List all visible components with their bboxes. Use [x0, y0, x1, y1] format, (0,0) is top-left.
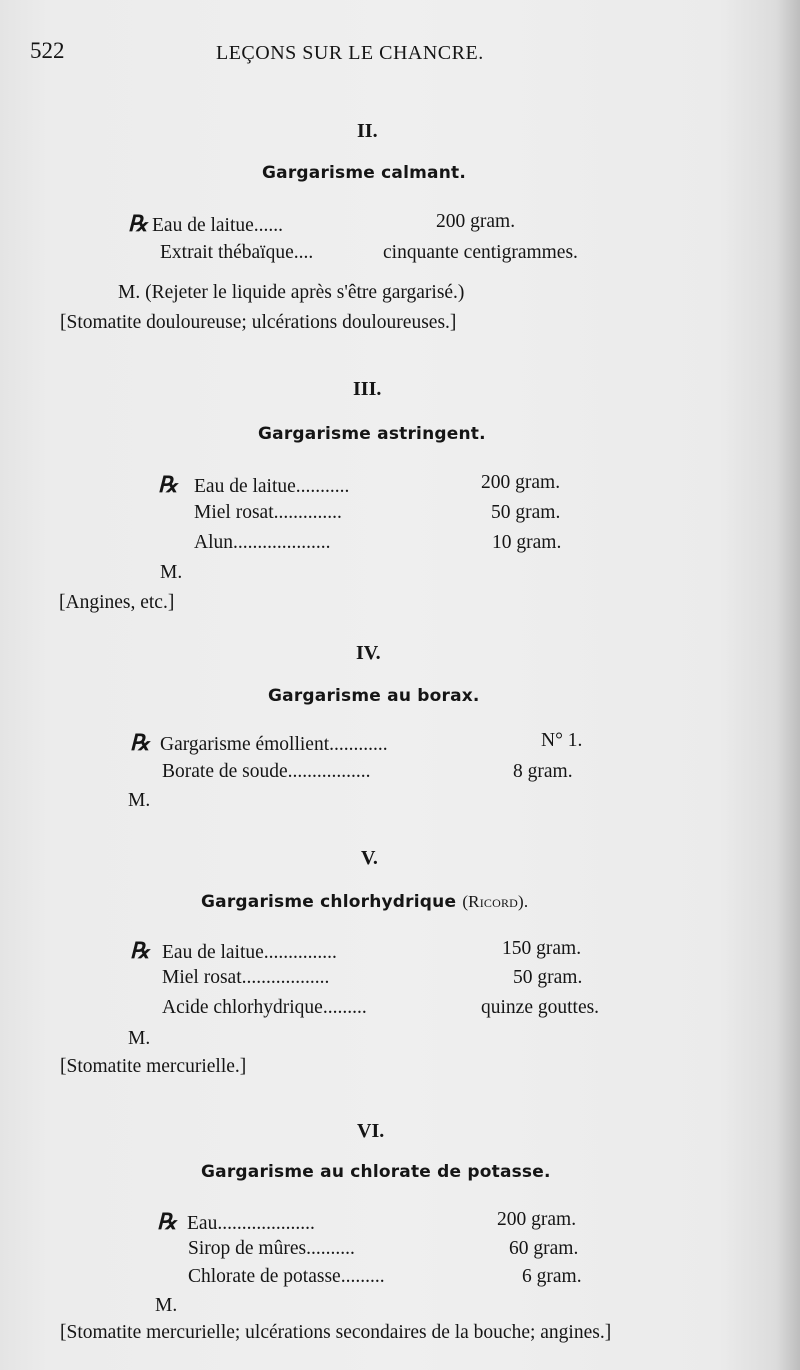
ingredient-quantity: cinquante centigrammes. — [383, 242, 578, 263]
ingredient-name: Eau de laitue............... — [162, 942, 337, 963]
ingredient-line — [130, 730, 388, 756]
ingredient-quantity: 200 gram. — [436, 211, 516, 232]
mix-instruction: M. — [128, 1028, 151, 1049]
ingredient-quantity: N° 1. — [541, 730, 583, 751]
ingredient-quantity: 6 gram. — [522, 1266, 582, 1287]
prescription-symbol-icon: ℞ — [128, 211, 148, 236]
indication-note: [Stomatite douloureuse; ulcérations douloureuses.] — [60, 312, 457, 333]
ingredient-name: Chlorate de potasse......... — [188, 1266, 385, 1287]
ingredient-quantity: 10 gram. — [492, 532, 562, 553]
ingredient-name: Eau.................... — [187, 1213, 315, 1234]
section-title: Gargarisme au borax. — [268, 686, 480, 706]
ingredient-name: Acide chlorhydrique......... — [162, 997, 367, 1018]
mix-instruction: M. — [128, 790, 151, 811]
title-attribution: (Ricord). — [462, 892, 529, 911]
section-numeral: IV. — [356, 642, 381, 664]
ingredient-quantity: 50 gram. — [491, 502, 561, 523]
mix-instruction: M. (Rejeter le liquide après s'être gargarisé.) — [118, 282, 465, 303]
section-title: Gargarisme astringent. — [258, 424, 486, 444]
section-title — [201, 892, 528, 912]
ingredient-name: Miel rosat.................. — [162, 967, 330, 988]
prescription-symbol-icon: ℞ — [130, 730, 150, 755]
prescription-symbol-icon: ℞ — [157, 1209, 177, 1234]
ingredient-name: Sirop de mûres.......... — [188, 1238, 355, 1259]
indication-note: [Stomatite mercurielle.] — [60, 1056, 247, 1077]
ingredient-name: Eau de laitue...... — [152, 215, 284, 236]
section-title-text: Gargarisme chlorhydrique — [201, 892, 457, 912]
indication-note: [Angines, etc.] — [59, 592, 175, 613]
ingredient-line — [157, 1209, 315, 1235]
ingredient-quantity: 8 gram. — [513, 761, 573, 782]
section-numeral: III. — [353, 378, 382, 400]
ingredient-quantity: 200 gram. — [481, 472, 561, 493]
section-numeral: VI. — [357, 1120, 385, 1142]
ingredient-name: Extrait thébaïque.... — [160, 242, 314, 263]
prescription-symbol-icon: ℞ — [158, 472, 178, 497]
ingredient-name: Alun.................... — [194, 532, 331, 553]
ingredient-name: Miel rosat.............. — [194, 502, 342, 523]
ingredient-quantity: 60 gram. — [509, 1238, 579, 1259]
ingredient-quantity: 50 gram. — [513, 967, 583, 988]
ingredient-name: Gargarisme émollient............ — [160, 734, 388, 755]
mix-instruction: M. — [160, 562, 183, 583]
page-number: 522 — [30, 38, 65, 63]
ingredient-quantity: quinze gouttes. — [481, 997, 600, 1018]
running-title: LEÇONS SUR LE CHANCRE. — [216, 42, 484, 64]
ingredient-quantity: 200 gram. — [497, 1209, 577, 1230]
ingredient-line — [158, 472, 349, 498]
mix-instruction: M. — [155, 1295, 178, 1316]
section-numeral: II. — [357, 120, 378, 142]
section-title: Gargarisme calmant. — [262, 163, 466, 183]
indication-note: [Stomatite mercurielle; ulcérations secondaires de la bouche; angines.] — [60, 1322, 612, 1343]
section-numeral: V. — [361, 847, 378, 869]
ingredient-line — [128, 211, 283, 237]
prescription-symbol-icon: ℞ — [130, 938, 150, 963]
ingredient-quantity: 150 gram. — [502, 938, 582, 959]
ingredient-name: Eau de laitue........... — [194, 476, 350, 497]
section-title: Gargarisme au chlorate de potasse. — [201, 1162, 551, 1182]
ingredient-line — [130, 938, 337, 964]
ingredient-name: Borate de soude................. — [162, 761, 371, 782]
